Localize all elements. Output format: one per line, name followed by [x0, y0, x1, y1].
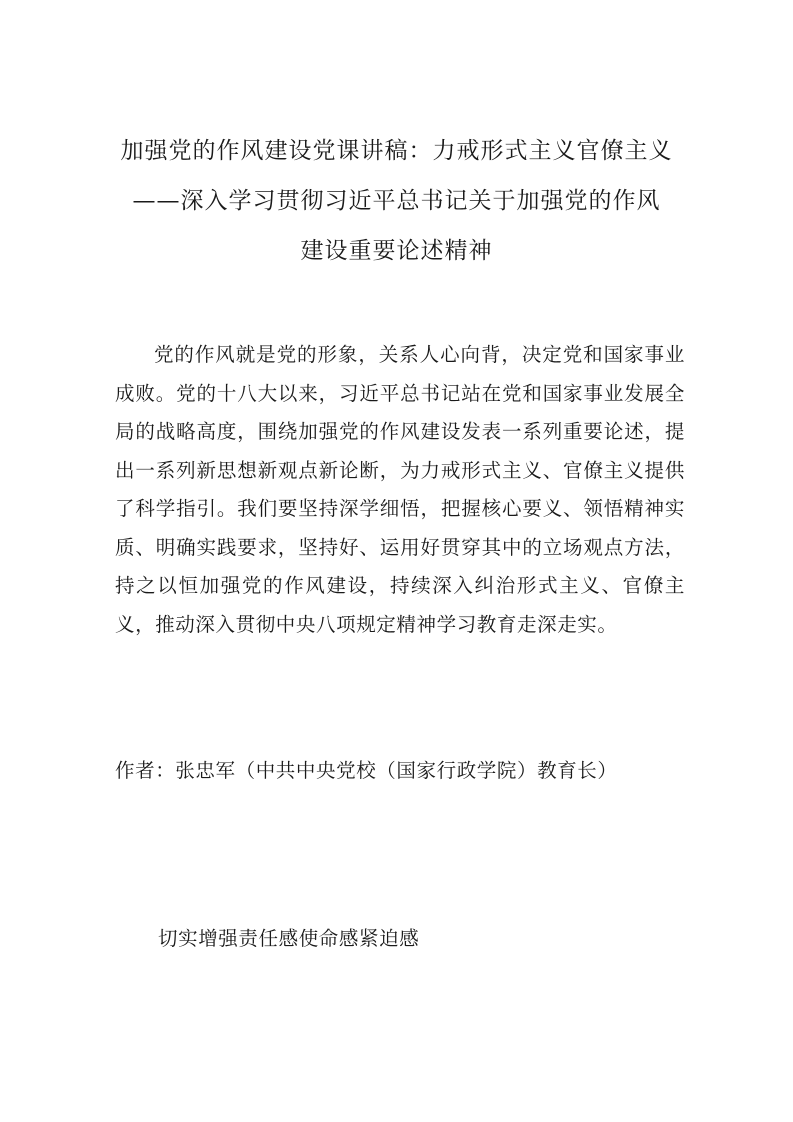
author-line: 作者：张忠军（中共中央党校（国家行政学院）教育长） [115, 759, 618, 782]
title-line-3: 建设重要论述精神 [300, 238, 493, 264]
intro-paragraph: 党的作风就是党的形象，关系人心向背，决定党和国家事业成败。党的十八大以来，习近平总书记站在党和国家事业发展全局的战略高度，围绕加强党的作风建设发表一系列重要论述，提出一系列新思想新观点新论断，为力戒形式主义、官僚主义提供了科学指引。我们要坚持深学细悟，把握核心要义、领悟精神实质、明确实践要求，坚持好、运用好贯穿其中的立场观点方法，持之以恒加强党的作风建设，持续深入纠治形式主义、官僚主义，推动深入贯彻中央八项规定精神学习教育走深走实。 [115, 343, 685, 636]
title-line-1: 加强党的作风建设党课讲稿：力戒形式主义官僚主义 [120, 138, 673, 164]
document-title [110, 126, 683, 276]
title-line-2: ——深入学习贯彻习近平总书记关于加强党的作风 [132, 188, 661, 214]
section-heading: 切实增强责任感使命感紧迫感 [158, 927, 420, 950]
